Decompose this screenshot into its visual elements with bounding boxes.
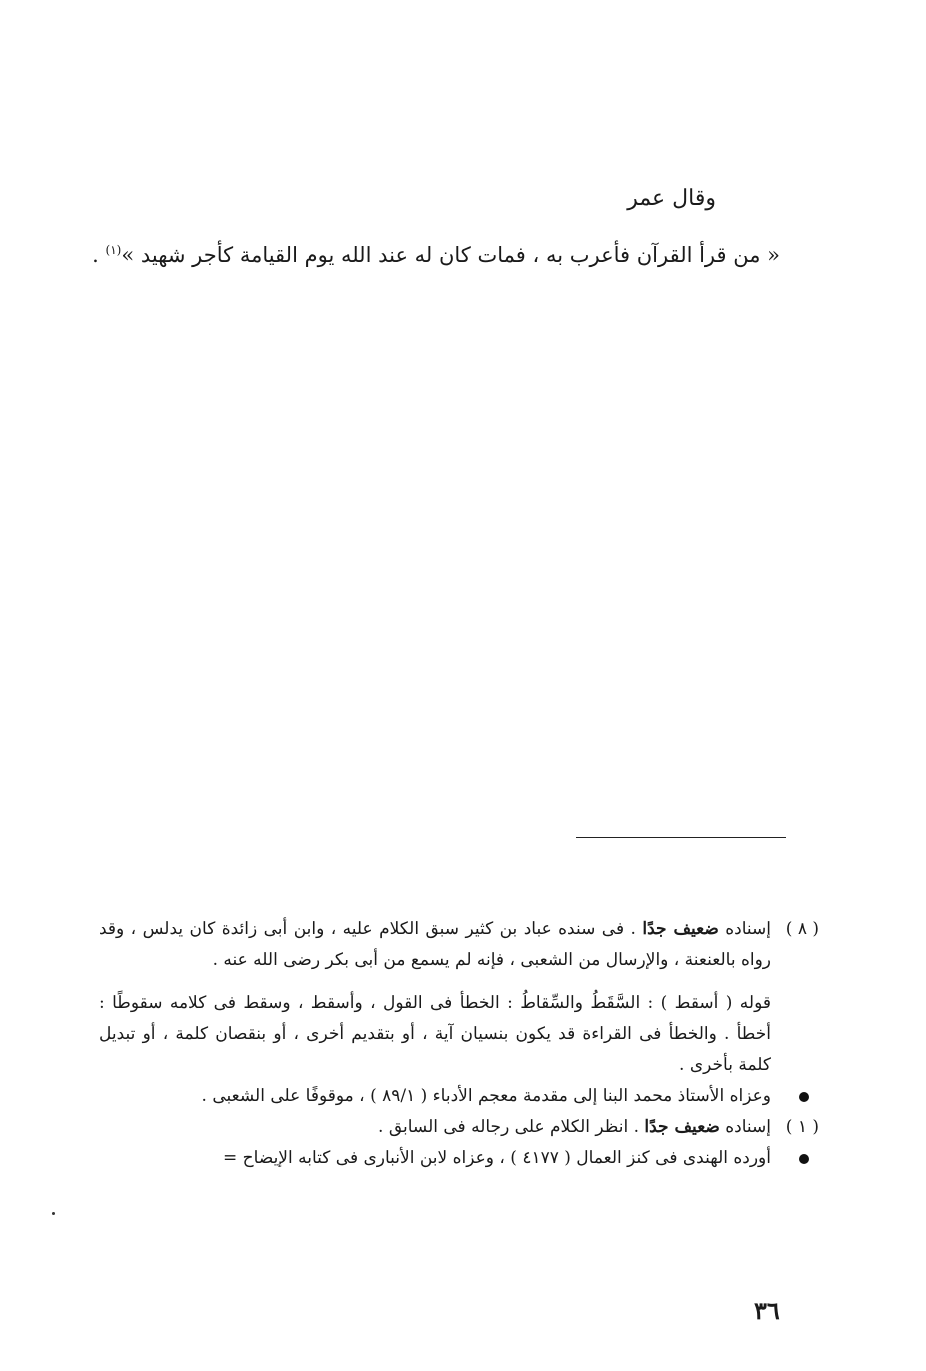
footnote-explanation <box>99 988 819 1081</box>
spacer <box>99 976 819 988</box>
section-heading: وقال عمر <box>627 186 716 211</box>
explanation-text: قوله ( أسقط ) : السَّقَطُ والسِّقاطُ : الخطأ فى القول ، وأسقط ، وسقط فى كلامه سقوطًا : أخطأ . والخطأ فى القراءة قد يكون بنسيان آية ، أو بتقديم أخرى ، أو بنقصان كلمة ، أو تبديل كلمة بأخرى . <box>99 993 771 1075</box>
footnote-text: . فى سنده عباد بن كثير سبق الكلام عليه ، وابن أبى زائدة كان يدلس ، وقد رواه بالعنعنة ، والإرسال من الشعبى ، فإنه لم يسمع من أبى بكر رضى الله عنه . <box>99 919 771 970</box>
footnote-8 <box>99 914 819 976</box>
footnote-separator <box>576 837 786 838</box>
scan-speck <box>52 1212 55 1215</box>
footnote-grade: ضعيف جدًا <box>642 919 719 939</box>
bullet-icon <box>799 1092 809 1102</box>
source-text: وعزاه الأستاذ محمد البنا إلى مقدمة معجم الأدباء ( ٨٩/١ ) ، موقوفًا على الشعبى . <box>201 1086 771 1106</box>
source-text: أورده الهندى فى كنز العمال ( ٤١٧٧ ) ، وعزاه لابن الأنبارى فى كتابه الإيضاح = <box>223 1148 771 1168</box>
footnote-text: . انظر الكلام على رجاله فى السابق . <box>378 1117 639 1137</box>
quote-text: « من قرأ القرآن فأعرب به ، فمات كان له عند الله يوم القيامة كأجر شهيد » <box>121 243 780 267</box>
footnote-number: ( ١ ) <box>785 1117 819 1137</box>
footnotes <box>99 914 819 1174</box>
footnote-1-source <box>99 1143 819 1174</box>
hadith-quote <box>80 238 780 272</box>
footnote-reference: (١) <box>105 243 122 257</box>
footnote-number: ( ٨ ) <box>785 919 819 939</box>
page-number: ٣٦ <box>754 1296 780 1325</box>
footnote-lead: إسناده <box>725 919 772 939</box>
footnote-grade: ضعيف جدًا <box>644 1117 720 1137</box>
footnote-lead: إسناده <box>725 1117 771 1137</box>
footnote-1 <box>99 1112 819 1143</box>
footnote-8-source <box>99 1081 819 1112</box>
quote-period: . <box>92 243 99 267</box>
bullet-icon <box>799 1154 809 1164</box>
